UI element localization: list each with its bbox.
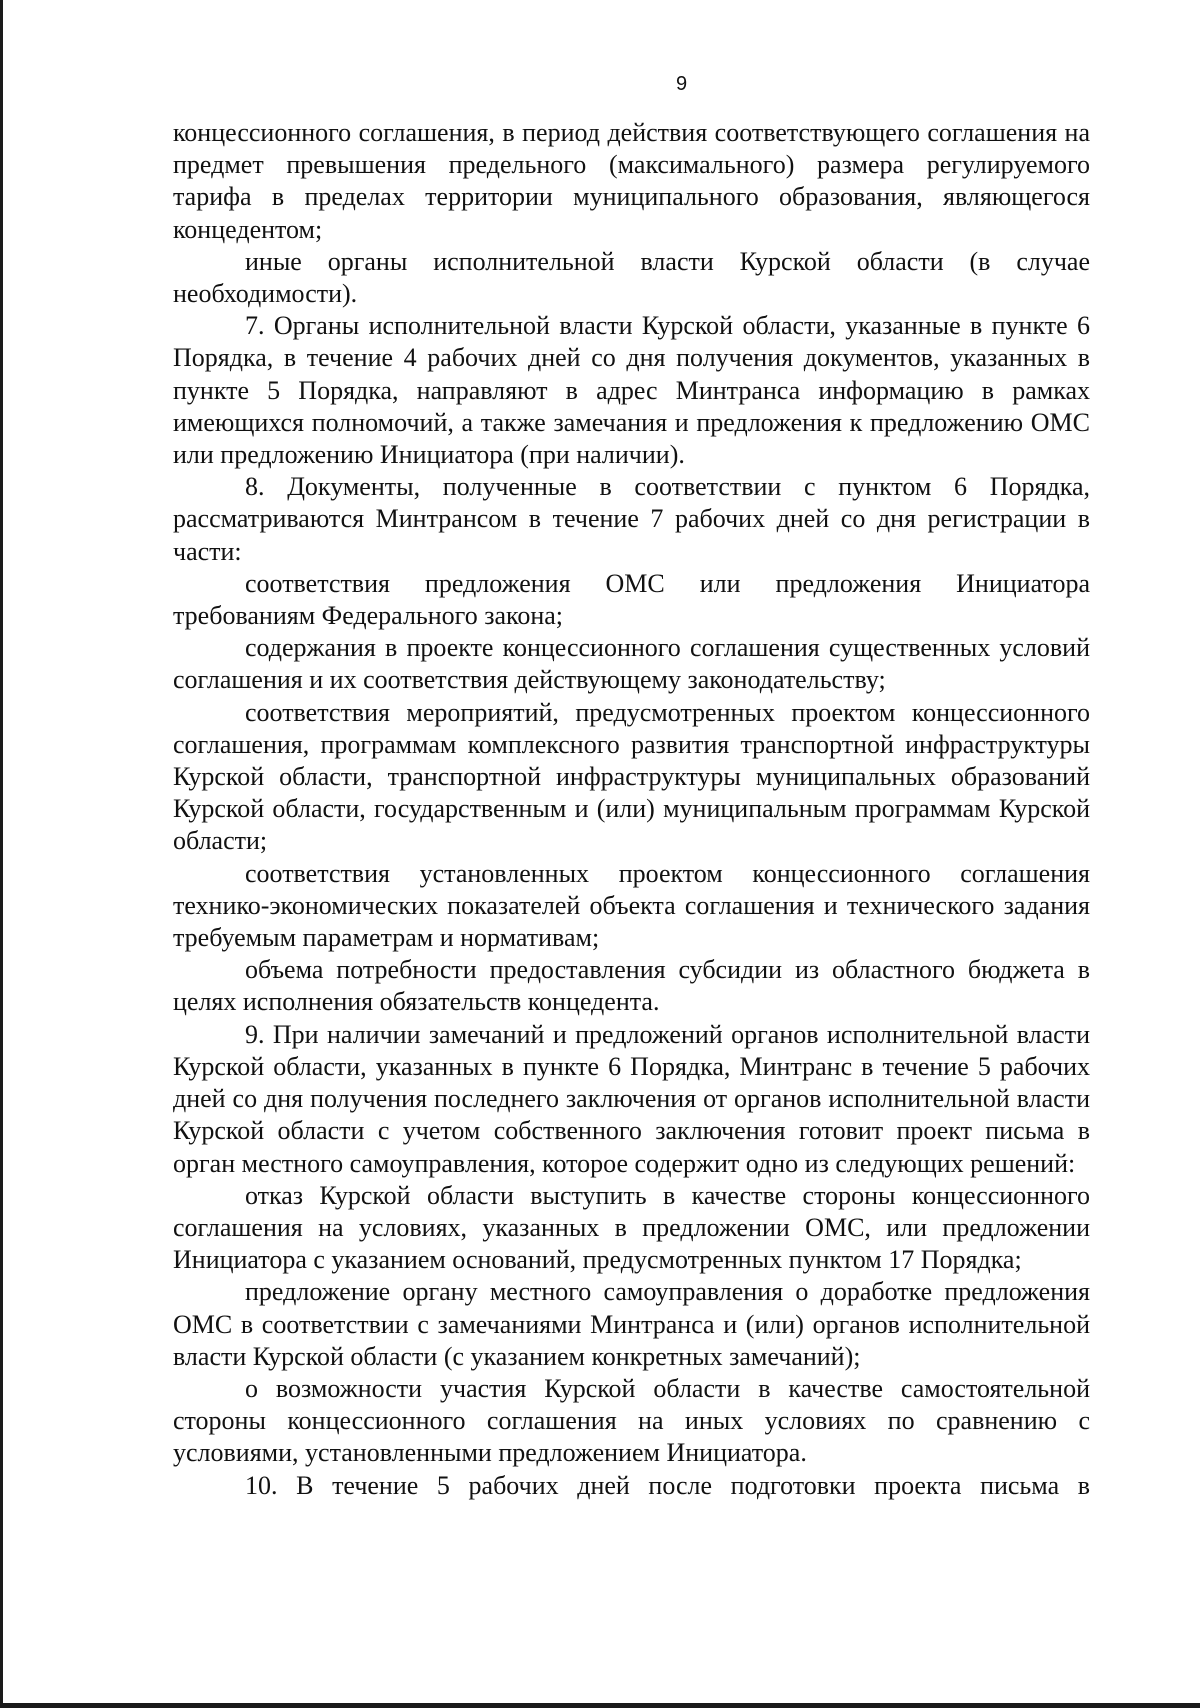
paragraph-item-8-measures: соответствия мероприятий, предусмотренных проектом концессионного соглашения, программам комплексного развития транспортной инфраструктуры Курской области, транспортной инфраструктуры муниципальных образований Курской области, государственным и (или) муниципальным программам Курской области; (173, 697, 1090, 856)
paragraph-item-8: 8. Документы, полученные в соответствии с пунктом 6 Порядка, рассматриваются Минтрансом в течение 7 рабочих дней со дня регистрации в части: (173, 472, 1090, 566)
paragraph-item-9-revision: предложение органу местного самоуправления о доработке предложения ОМС в соответствии с замечаниями Минтранса и (или) органов исполнительной власти Курской области (с указанием конкретных замечаний); (173, 1277, 1090, 1371)
paragraph-item-8-subsidy: объема потребности предоставления субсидии из областного бюджета в целях исполнения обязательств концедента. (173, 955, 1090, 1017)
page-number: 9 (675, 73, 688, 95)
paragraph-item-9: 9. При наличии замечаний и предложений органов исполнительной власти Курской области, указанных в пункте 6 Порядка, Минтранс в течение 5 рабочих дней со дня получения последнего заключения от органов исполнительной власти Курской области с учетом собственного заключения готовит проект письма в орган местного самоуправления, которое содержит одно из следующих решений: (173, 1019, 1090, 1178)
paragraph-continuation: концессионного соглашения, в период действия соответствующего соглашения на предмет превышения предельного (максимального) размера регулируемого тарифа в пределах территории муниципального образования, являющегося концедентом; (173, 118, 1090, 244)
paragraph-item-8-indicators: соответствия установленных проектом концессионного соглашения технико-экономических показателей объекта соглашения и технического задания требуемым параметрам и нормативам; (173, 858, 1090, 953)
paragraph-other-bodies: иные органы исполнительной власти Курской области (в случае необходимости). (173, 246, 1090, 309)
paragraph-item-10: 10. В течение 5 рабочих дней после подготовки проекта письма в (245, 1470, 1090, 1500)
scan-border-bottom (0, 1703, 1200, 1708)
paragraph-item-8-content: содержания в проекте концессионного соглашения существенных условий соглашения и их соответствия действующему законодательству; (173, 633, 1090, 695)
document-page (173, 72, 1090, 1502)
paragraph-item-8-compliance: соответствия предложения ОМС или предложения Инициатора требованиям Федерального закона; (173, 568, 1090, 631)
paragraph-item-9-possibility: о возможности участия Курской области в качестве самостоятельной стороны концессионного соглашения на иных условиях по сравнению с условиями, установленными предложением Инициатора. (173, 1373, 1090, 1468)
paragraph-item-7: 7. Органы исполнительной власти Курской области, указанные в пункте 6 Порядка, в течение 4 рабочих дней со дня получения документов, указанных в пункте 5 Порядка, направляют в адрес Минтранса информацию в рамках имеющихся полномочий, а также замечания и предложения к предложению ОМС или предложению Инициатора (при наличии). (173, 311, 1090, 470)
paragraph-item-9-refusal: отказ Курской области выступить в качестве стороны концессионного соглашения на условиях, указанных в предложении ОМС, или предложении Инициатора с указанием оснований, предусмотренных пунктом 17 Порядка; (173, 1180, 1090, 1275)
scan-border-left (0, 0, 3, 1708)
